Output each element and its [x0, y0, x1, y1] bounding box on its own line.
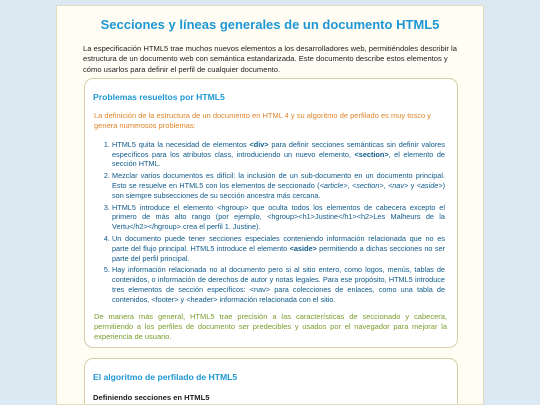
problems-list	[103, 140, 445, 305]
algorithm-subheading: Definiendo secciones en HTML5	[93, 393, 210, 402]
intro-paragraph: La especificación HTML5 trae muchos nuevos elementos a los desarrolladores web, permitiéndoles describir la estructura de un documento web con semántica estandarizada. Este documento describe estos elementos y cómo usarlos para definir el perfil de cualquier documento.	[83, 44, 457, 74]
list-item: 3. HTML5 introduce el elemento <hgroup> que oculta todos los elementos de cabecera excepto el primero de más alto rango (por ejemplo, <hgroup><h1>Justine</h1><h2>Les Malheurs de la Vertu</h2></hgroup> crea el perfil 1. Justine).	[112, 203, 445, 232]
algorithm-heading: El algoritmo de perfilado de HTML5	[93, 372, 238, 382]
problems-conclusion: De manera más general, HTML5 trae precisión a las características de seccionado y cabecera, permitiendo a los perfiles de documento ser predecibles y usados por el navegador para mejorar la experiencia de usuario.	[94, 311, 447, 342]
list-item: 4. Un documento puede tener secciones especiales conteniendo información relacionada que no es parte del flujo principal. HTML5 introduce el elemento <aside> permitiendo a dichas secciones no ser parte del perfil principal.	[112, 234, 445, 263]
list-item: 5. Hay información relacionada no al documento pero si al sitio entero, como logos, menús, tablas de contenidos, o información de derechos de autor y notas legales. Para ese propósito, HTML5 introduce tres elementos de sección específicos: <nav> para colecciones de enlaces, como una tabla de contenidos, <footer> y <header> información relacionada con el sitio.	[112, 265, 445, 304]
problems-heading: Problemas resueltos por HTML5	[93, 92, 225, 102]
page-title: Secciones y líneas generales de un documento HTML5	[100, 17, 440, 32]
document-page	[56, 5, 484, 405]
list-item: 1. HTML5 quita la necesidad de elementos <div> para definir secciones semánticas sin definir valores específicos para los atributos class, introduciendo un nuevo elemento, <section>, el elemento de sección HTML.	[112, 140, 445, 169]
list-item: 2. Mezclar varios documentos es difícil: la inclusión de un sub-documento en un documento principal. Esto se resuelve en HTML5 con los elementos de seccionado (<article>, <section>, <nav> y <aside>) son siempre subsecciones de su sección ancestra más cercana.	[112, 171, 445, 200]
algorithm-card	[84, 358, 458, 405]
problems-card	[84, 78, 458, 348]
problems-lead: La definición de la estructura de un documento en HTML 4 y su algoritmo de perfilado es muy tosco y genera numerosos problemas:	[94, 111, 431, 131]
